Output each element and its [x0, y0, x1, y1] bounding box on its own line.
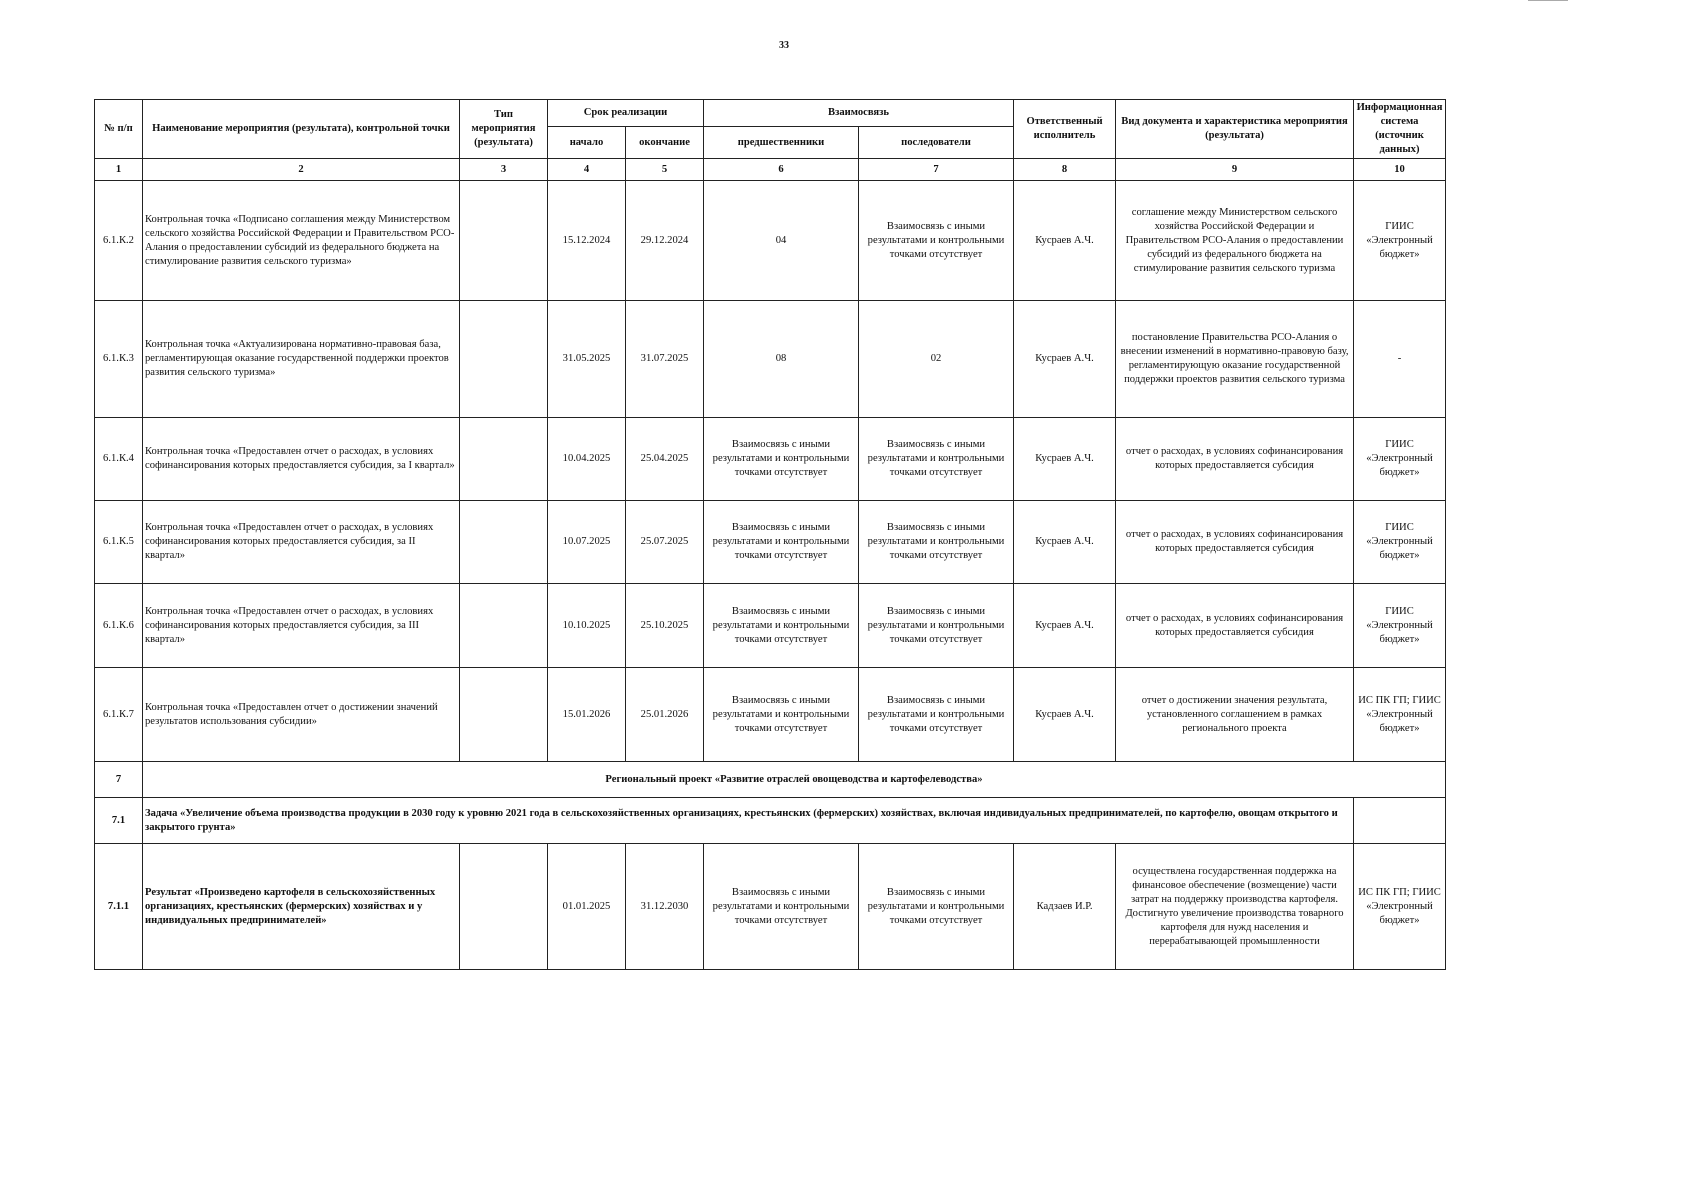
- plan-table: [94, 99, 1446, 970]
- row-next: Взаимосвязь с иными результатами и контрольными точками отсутствует: [859, 584, 1014, 668]
- header-next: последователи: [859, 127, 1014, 159]
- task-row: [95, 798, 1446, 844]
- row-type: [460, 501, 548, 584]
- table-row: [95, 418, 1446, 501]
- row-info-system: ГИИС «Электронный бюджет»: [1354, 501, 1446, 584]
- row-document: отчет о расходах, в условиях софинансирования которых предоставляется субсидия: [1116, 584, 1354, 668]
- table-row: [95, 501, 1446, 584]
- row-prev: Взаимосвязь с иными результатами и контрольными точками отсутствует: [704, 668, 859, 762]
- row-end: 25.07.2025: [626, 501, 704, 584]
- row-end: 29.12.2024: [626, 181, 704, 301]
- row-type: [460, 181, 548, 301]
- row-type: [460, 301, 548, 418]
- row-name: Контрольная точка «Подписано соглашения между Министерством сельского хозяйства Российской Федерации и Правительством РСО-Алания о предоставлении субсидий из федерального бюджета на стимулирование развития сельского туризма»: [143, 181, 460, 301]
- row-document: отчет о расходах, в условиях софинансирования которых предоставляется субсидия: [1116, 501, 1354, 584]
- header-info-system: Информационная система (источник данных): [1354, 100, 1446, 159]
- row-type: [460, 584, 548, 668]
- column-number: 8: [1014, 159, 1116, 181]
- row-start: 31.05.2025: [548, 301, 626, 418]
- section-row: [95, 762, 1446, 798]
- row-prev: Взаимосвязь с иными результатами и контрольными точками отсутствует: [704, 584, 859, 668]
- row-end: 25.01.2026: [626, 668, 704, 762]
- table-row: [95, 301, 1446, 418]
- column-number: 4: [548, 159, 626, 181]
- result-name: Результат «Произведено картофеля в сельскохозяйственных организациях, крестьянских (фермерских) хозяйствах и у индивидуальных предпринимателей»: [143, 844, 460, 970]
- row-prev: 04: [704, 181, 859, 301]
- row-start: 10.10.2025: [548, 584, 626, 668]
- page-number: 33: [779, 40, 789, 51]
- column-number-row: [95, 159, 1446, 181]
- header-end: окончание: [626, 127, 704, 159]
- row-type: [460, 668, 548, 762]
- row-next: 02: [859, 301, 1014, 418]
- task-info-system: [1354, 798, 1446, 844]
- row-start: 10.07.2025: [548, 501, 626, 584]
- row-name: Контрольная точка «Предоставлен отчет о расходах, в условиях софинансирования которых предоставляется субсидия, за I квартал»: [143, 418, 460, 501]
- row-number: 6.1.К.6: [95, 584, 143, 668]
- row-number: 6.1.К.7: [95, 668, 143, 762]
- result-number: 7.1.1: [95, 844, 143, 970]
- row-next: Взаимосвязь с иными результатами и контрольными точками отсутствует: [859, 668, 1014, 762]
- table-row: [95, 181, 1446, 301]
- result-responsible: Кадзаев И.Р.: [1014, 844, 1116, 970]
- row-info-system: ИС ПК ГП; ГИИС «Электронный бюджет»: [1354, 668, 1446, 762]
- result-type: [460, 844, 548, 970]
- result-row: [95, 844, 1446, 970]
- row-info-system: -: [1354, 301, 1446, 418]
- row-responsible: Кусраев А.Ч.: [1014, 668, 1116, 762]
- result-start: 01.01.2025: [548, 844, 626, 970]
- row-info-system: ГИИС «Электронный бюджет»: [1354, 181, 1446, 301]
- row-end: 25.04.2025: [626, 418, 704, 501]
- header-start: начало: [548, 127, 626, 159]
- row-number: 6.1.К.3: [95, 301, 143, 418]
- result-info-system: ИС ПК ГП; ГИИС «Электронный бюджет»: [1354, 844, 1446, 970]
- column-number: 9: [1116, 159, 1354, 181]
- row-responsible: Кусраев А.Ч.: [1014, 301, 1116, 418]
- column-number: 10: [1354, 159, 1446, 181]
- row-start: 15.12.2024: [548, 181, 626, 301]
- row-document: отчет о достижении значения результата, установленного соглашением в рамках регионального проекта: [1116, 668, 1354, 762]
- header-row-1: [95, 100, 1446, 127]
- row-info-system: ГИИС «Электронный бюджет»: [1354, 418, 1446, 501]
- header-responsible: Ответственный исполнитель: [1014, 100, 1116, 159]
- header-link: Взаимосвязь: [704, 100, 1014, 127]
- row-end: 25.10.2025: [626, 584, 704, 668]
- column-number: 6: [704, 159, 859, 181]
- row-responsible: Кусраев А.Ч.: [1014, 584, 1116, 668]
- header-prev: предшественники: [704, 127, 859, 159]
- result-prev: Взаимосвязь с иными результатами и контрольными точками отсутствует: [704, 844, 859, 970]
- row-start: 15.01.2026: [548, 668, 626, 762]
- row-end: 31.07.2025: [626, 301, 704, 418]
- row-next: Взаимосвязь с иными результатами и контрольными точками отсутствует: [859, 181, 1014, 301]
- header-term: Срок реализации: [548, 100, 704, 127]
- row-prev: 08: [704, 301, 859, 418]
- column-number: 7: [859, 159, 1014, 181]
- row-responsible: Кусраев А.Ч.: [1014, 418, 1116, 501]
- section-number: 7: [95, 762, 143, 798]
- scan-artifact: [1528, 0, 1568, 5]
- table-row: [95, 584, 1446, 668]
- row-next: Взаимосвязь с иными результатами и контрольными точками отсутствует: [859, 418, 1014, 501]
- header-type: Тип мероприятия (результата): [460, 100, 548, 159]
- row-name: Контрольная точка «Предоставлен отчет о расходах, в условиях софинансирования которых предоставляется субсидия, за III квартал»: [143, 584, 460, 668]
- header-num: № п/п: [95, 100, 143, 159]
- row-type: [460, 418, 548, 501]
- row-document: постановление Правительства РСО-Алания о внесении изменений в нормативно-правовую базу, регламентирующую оказание государственной поддержки проектов развития сельского туризма: [1116, 301, 1354, 418]
- row-responsible: Кусраев А.Ч.: [1014, 181, 1116, 301]
- row-next: Взаимосвязь с иными результатами и контрольными точками отсутствует: [859, 501, 1014, 584]
- row-name: Контрольная точка «Актуализирована нормативно-правовая база, регламентирующая оказание государственной поддержки проектов развития сельского туризма»: [143, 301, 460, 418]
- row-prev: Взаимосвязь с иными результатами и контрольными точками отсутствует: [704, 418, 859, 501]
- header-name: Наименование мероприятия (результата), контрольной точки: [143, 100, 460, 159]
- column-number: 2: [143, 159, 460, 181]
- row-name: Контрольная точка «Предоставлен отчет о расходах, в условиях софинансирования которых предоставляется субсидия, за II квартал»: [143, 501, 460, 584]
- result-end: 31.12.2030: [626, 844, 704, 970]
- row-number: 6.1.К.5: [95, 501, 143, 584]
- section-title: Региональный проект «Развитие отраслей овощеводства и картофелеводства»: [143, 762, 1446, 798]
- row-name: Контрольная точка «Предоставлен отчет о достижении значений результатов использования субсидии»: [143, 668, 460, 762]
- result-next: Взаимосвязь с иными результатами и контрольными точками отсутствует: [859, 844, 1014, 970]
- column-number: 1: [95, 159, 143, 181]
- row-prev: Взаимосвязь с иными результатами и контрольными точками отсутствует: [704, 501, 859, 584]
- column-number: 5: [626, 159, 704, 181]
- row-document: соглашение между Министерством сельского хозяйства Российской Федерации и Правительством РСО-Алания о предоставлении субсидий из федерального бюджета на стимулирование развития сельского туризма: [1116, 181, 1354, 301]
- row-number: 6.1.К.4: [95, 418, 143, 501]
- result-document: осуществлена государственная поддержка на финансовое обеспечение (возмещение) части затрат на поддержку производства картофеля. Достигнуто увеличение производства товарного картофеля для нужд населения и перерабатывающей промышленности: [1116, 844, 1354, 970]
- task-number: 7.1: [95, 798, 143, 844]
- row-info-system: ГИИС «Электронный бюджет»: [1354, 584, 1446, 668]
- table-row: [95, 668, 1446, 762]
- row-document: отчет о расходах, в условиях софинансирования которых предоставляется субсидия: [1116, 418, 1354, 501]
- row-start: 10.04.2025: [548, 418, 626, 501]
- row-number: 6.1.К.2: [95, 181, 143, 301]
- row-responsible: Кусраев А.Ч.: [1014, 501, 1116, 584]
- column-number: 3: [460, 159, 548, 181]
- header-document: Вид документа и характеристика мероприятия (результата): [1116, 100, 1354, 159]
- task-text: Задача «Увеличение объема производства продукции в 2030 году к уровню 2021 года в сельскохозяйственных организациях, крестьянских (фермерских) хозяйствах, включая индивидуальных предпринимателей, по картофелю, овощам открытого и закрытого грунта»: [143, 798, 1354, 844]
